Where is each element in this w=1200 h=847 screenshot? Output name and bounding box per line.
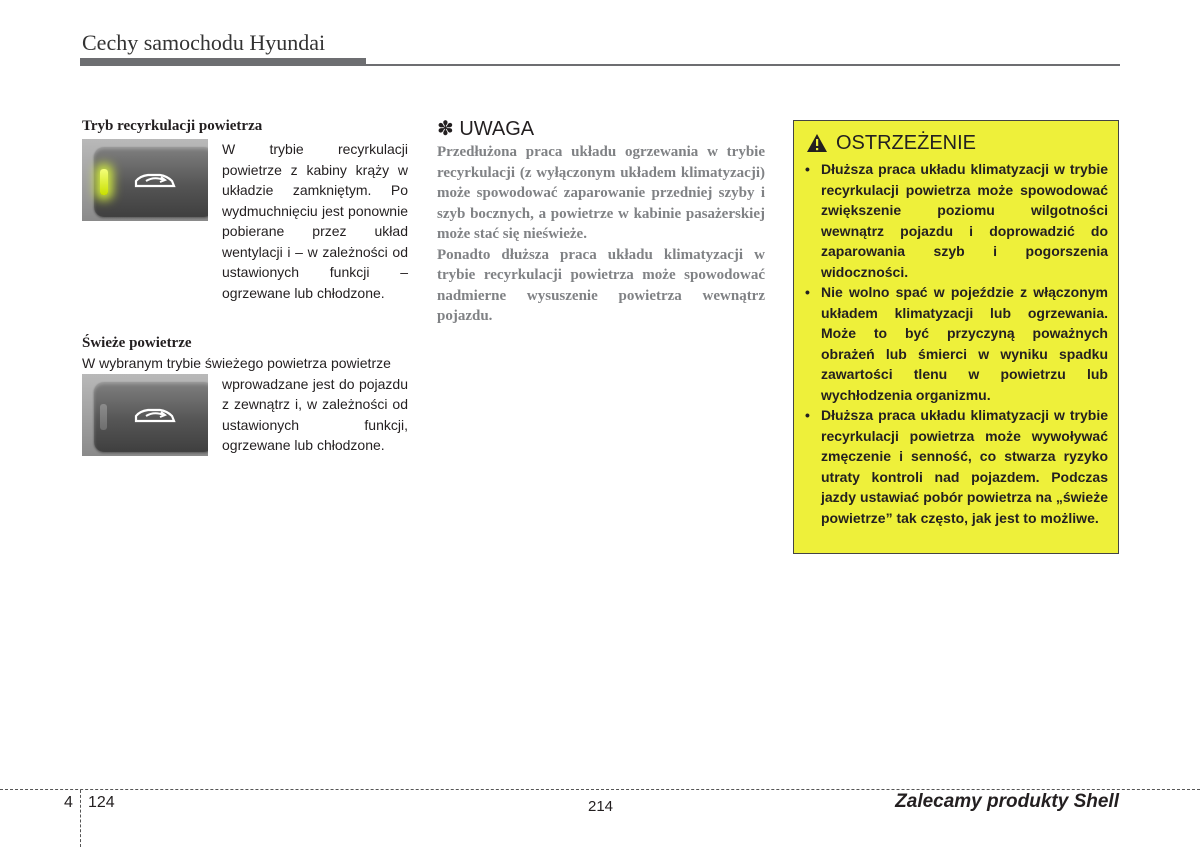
car-recirculation-icon (130, 167, 180, 193)
fresh-air-section (82, 374, 408, 456)
asterisk-icon: ✽ (437, 118, 454, 140)
left-column (82, 116, 408, 456)
header-bar (80, 58, 366, 66)
warning-triangle-icon (806, 133, 828, 153)
recirculation-button-image (82, 139, 208, 221)
header-rule (366, 64, 1120, 66)
warning-item: • Nie wolno spać w pojeździe z włączonym układem klimatyzacji lub ogrzewania. Może to być przyczyną poważnych obrażeń lub śmierci w wyniku spadku zawartości tlenu w powietrzu lub wychłodzenia organizmu. (804, 282, 1108, 405)
warning-box (793, 120, 1119, 554)
note-body (437, 142, 765, 327)
warning-item: • Dłuższa praca układu klimatyzacji w trybie recyrkulacji powietrza może spowodować zwiększenie poziomu wilgotności wewnątrz pojazdu i doprowadzić do zaparowania szyb i pogorszenia widoczności. (804, 159, 1108, 282)
footer-divider (0, 789, 1200, 790)
note-column (437, 116, 765, 327)
recirculation-text: W trybie recyrkulacji powietrze z kabiny krąży w układzie zamkniętym. Po wydmuchnięciu jest ponownie pobierane przez układ wentylacji i – w zależności od ustawionych funkcji – ogrzewane lub chłodzone. (222, 141, 408, 301)
indicator-light-on-icon (100, 169, 108, 195)
car-fresh-air-icon (130, 402, 180, 428)
fresh-air-text: wprowadzane jest do pojazdu z zewnątrz i, w zależności od ustawionych funkcji, ogrzewane lub chłodzone. (222, 375, 408, 453)
fresh-air-heading: Świeże powietrze (82, 335, 192, 351)
warning-heading (806, 131, 1108, 155)
note-paragraph-2: Ponadto dłuższa praca układu klimatyzacji w trybie recyrkulacji powietrza może spowodować nadmierne wysuszenie powietrza wewnątrz pojazdu. (437, 246, 765, 324)
footer-brand-text: Zalecamy produkty Shell (895, 791, 1119, 812)
page-header-title: Cechy samochodu Hyundai (82, 30, 326, 55)
fresh-air-intro: W wybranym trybie świeżego powietrza powietrze (82, 355, 391, 371)
recirculation-section (82, 139, 408, 303)
warning-list (804, 159, 1108, 528)
fresh-air-button-image (82, 374, 208, 456)
note-paragraph-1: Przedłużona praca układu ogrzewania w trybie recyrkulacji (z wyłączonym układem klimatyzacji) może spowodować zaparowanie przedniej szyby i szyb bocznych, a powietrze w kabinie pasażerskiej może stać się nieświeże. (437, 144, 765, 242)
recirculation-heading: Tryb recyrkulacji powietrza (82, 118, 263, 134)
pdf-page-number: 214 (588, 798, 614, 815)
indicator-light-off-icon (100, 404, 107, 430)
footer-vertical-divider (80, 790, 81, 847)
page-number: 124 (88, 794, 115, 811)
note-title: UWAGA (459, 118, 535, 140)
chapter-number: 4 (64, 794, 73, 811)
warning-title: OSTRZEŻENIE (836, 132, 977, 154)
note-heading (437, 116, 765, 142)
warning-item: • Dłuższa praca układu klimatyzacji w trybie recyrkulacji powietrza może wywoływać zmęczenie i senność, co stwarza ryzyko utraty kontroli nad pojazdem. Podczas jazdy ustawiać pobór powietrza na „świeże powietrze” tak często, jak jest to możliwe. (804, 405, 1108, 528)
